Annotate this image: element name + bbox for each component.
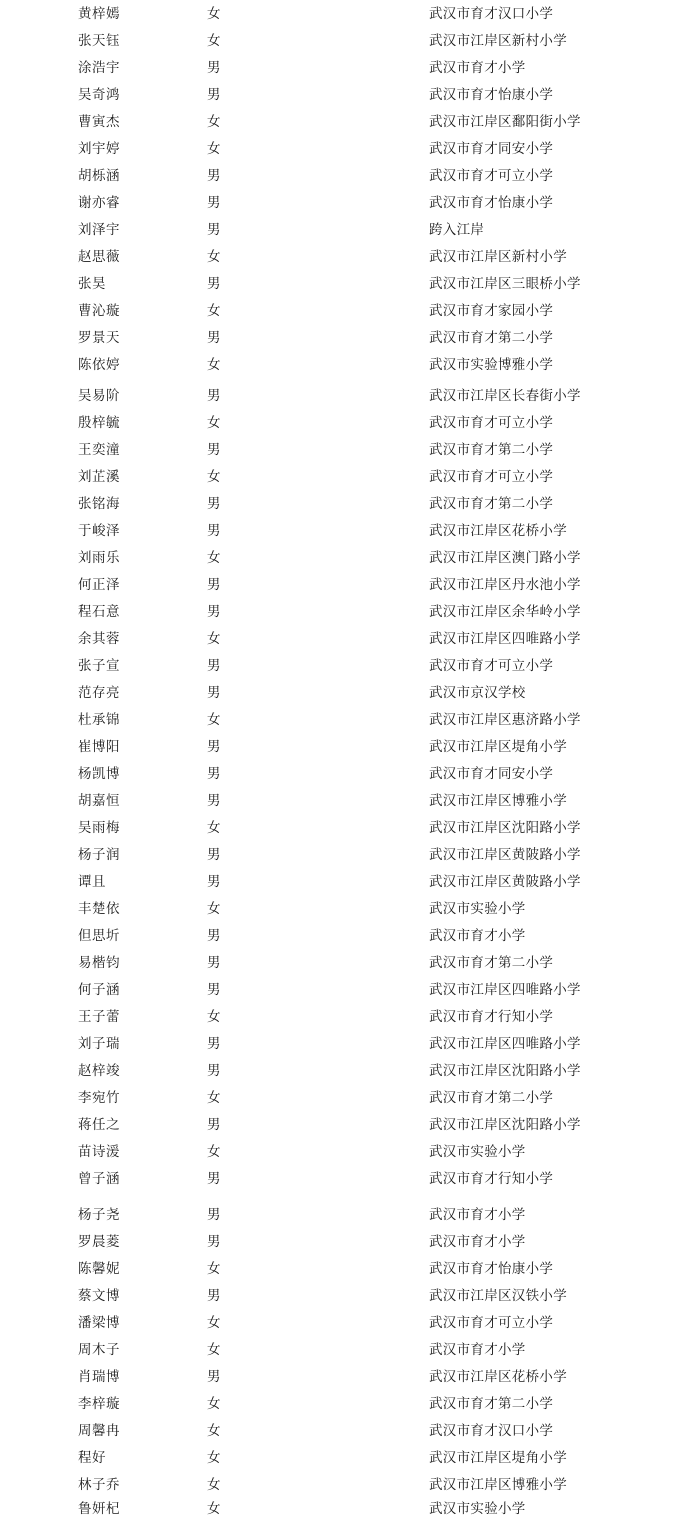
- table-row: [0, 411, 689, 435]
- table-row: [0, 978, 689, 1002]
- student-name-cell: 刘芷溪: [78, 469, 120, 485]
- table-row: [0, 56, 689, 80]
- gender-cell: 女: [207, 6, 221, 22]
- gender-cell: 女: [207, 712, 221, 728]
- table-row: [0, 1446, 689, 1470]
- table-row: [0, 1203, 689, 1227]
- table-row: [0, 110, 689, 134]
- school-cell: 武汉市江岸区四唯路小学: [429, 631, 581, 647]
- table-row: [0, 2, 689, 26]
- table-row: [0, 1311, 689, 1335]
- table-row: [0, 1005, 689, 1029]
- student-name-cell: 杨凯博: [78, 766, 120, 782]
- student-name-cell: 曹沁璇: [78, 303, 120, 319]
- table-row: [0, 1167, 689, 1191]
- school-cell: 武汉市江岸区花桥小学: [429, 1369, 567, 1385]
- gender-cell: 女: [207, 1396, 221, 1412]
- school-cell: 武汉市育才行知小学: [429, 1171, 554, 1187]
- table-row: [0, 1032, 689, 1056]
- gender-cell: 女: [207, 631, 221, 647]
- student-name-cell: 李宛竹: [78, 1090, 120, 1106]
- table-row: [0, 1257, 689, 1281]
- student-name-cell: 但思圻: [78, 928, 120, 944]
- school-cell: 武汉市育才第二小学: [429, 1090, 554, 1106]
- table-row: [0, 137, 689, 161]
- student-name-cell: 李梓璇: [78, 1396, 120, 1412]
- gender-cell: 男: [207, 1288, 221, 1304]
- school-cell: 武汉市育才怡康小学: [429, 195, 554, 211]
- school-cell: 武汉市江岸区博雅小学: [429, 793, 567, 809]
- student-name-cell: 黄梓嫣: [78, 6, 120, 22]
- gender-cell: 女: [207, 357, 221, 373]
- school-cell: 武汉市育才可立小学: [429, 415, 554, 431]
- gender-cell: 女: [207, 820, 221, 836]
- school-cell: 武汉市江岸区新村小学: [429, 249, 567, 265]
- gender-cell: 女: [207, 141, 221, 157]
- student-name-cell: 周木子: [78, 1342, 120, 1358]
- student-name-cell: 苗诗湲: [78, 1144, 120, 1160]
- school-cell: 武汉市育才小学: [429, 1234, 526, 1250]
- gender-cell: 女: [207, 1450, 221, 1466]
- table-row: [0, 326, 689, 350]
- table-row: [0, 465, 689, 489]
- gender-cell: 男: [207, 523, 221, 539]
- school-cell: 武汉市育才汉口小学: [429, 6, 554, 22]
- student-name-cell: 谢亦睿: [78, 195, 120, 211]
- school-cell: 武汉市育才小学: [429, 928, 526, 944]
- student-name-cell: 何子涵: [78, 982, 120, 998]
- gender-cell: 男: [207, 604, 221, 620]
- table-row: [0, 438, 689, 462]
- table-row: [0, 245, 689, 269]
- gender-cell: 男: [207, 1036, 221, 1052]
- table-row: [0, 573, 689, 597]
- gender-cell: 男: [207, 1171, 221, 1187]
- gender-cell: 男: [207, 168, 221, 184]
- school-cell: 武汉市京汉学校: [429, 685, 526, 701]
- student-name-cell: 周馨冉: [78, 1423, 120, 1439]
- gender-cell: 女: [207, 1144, 221, 1160]
- gender-cell: 女: [207, 303, 221, 319]
- student-name-cell: 殷梓毓: [78, 415, 120, 431]
- school-cell: 武汉市育才第二小学: [429, 442, 554, 458]
- table-row: [0, 681, 689, 705]
- student-name-cell: 林子乔: [78, 1477, 120, 1493]
- student-name-cell: 易楷钧: [78, 955, 120, 971]
- student-name-cell: 张昊: [78, 276, 106, 292]
- table-row: [0, 546, 689, 570]
- school-cell: 武汉市育才同安小学: [429, 141, 554, 157]
- table-row: [0, 1497, 689, 1521]
- student-name-cell: 王子蕾: [78, 1009, 120, 1025]
- student-name-cell: 谭且: [78, 874, 106, 890]
- table-row: [0, 843, 689, 867]
- table-row: [0, 384, 689, 408]
- student-name-cell: 范存亮: [78, 685, 120, 701]
- table-row: [0, 1230, 689, 1254]
- gender-cell: 女: [207, 1009, 221, 1025]
- student-name-cell: 刘宇婷: [78, 141, 120, 157]
- student-name-cell: 胡嘉恒: [78, 793, 120, 809]
- student-name-cell: 程好: [78, 1450, 106, 1466]
- student-name-cell: 曹寅杰: [78, 114, 120, 130]
- gender-cell: 男: [207, 739, 221, 755]
- student-name-cell: 杜承锦: [78, 712, 120, 728]
- student-name-cell: 蔡文博: [78, 1288, 120, 1304]
- gender-cell: 男: [207, 87, 221, 103]
- school-cell: 武汉市实验小学: [429, 1501, 526, 1517]
- gender-cell: 男: [207, 928, 221, 944]
- school-cell: 武汉市江岸区余华岭小学: [429, 604, 581, 620]
- gender-cell: 男: [207, 685, 221, 701]
- school-cell: 武汉市育才同安小学: [429, 766, 554, 782]
- gender-cell: 男: [207, 1063, 221, 1079]
- student-name-cell: 胡栎涵: [78, 168, 120, 184]
- table-row: [0, 627, 689, 651]
- student-name-cell: 赵思薇: [78, 249, 120, 265]
- table-row: [0, 924, 689, 948]
- table-row: [0, 789, 689, 813]
- school-cell: 武汉市江岸区惠济路小学: [429, 712, 581, 728]
- table-row: [0, 1059, 689, 1083]
- gender-cell: 男: [207, 388, 221, 404]
- student-name-cell: 程石意: [78, 604, 120, 620]
- school-cell: 武汉市江岸区长春街小学: [429, 388, 581, 404]
- gender-cell: 女: [207, 1342, 221, 1358]
- school-cell: 武汉市育才怡康小学: [429, 87, 554, 103]
- student-name-cell: 赵梓竣: [78, 1063, 120, 1079]
- gender-cell: 男: [207, 330, 221, 346]
- student-name-cell: 罗晨菱: [78, 1234, 120, 1250]
- table-row: [0, 708, 689, 732]
- school-cell: 武汉市实验小学: [429, 1144, 526, 1160]
- gender-cell: 女: [207, 901, 221, 917]
- school-cell: 武汉市育才小学: [429, 60, 526, 76]
- student-name-cell: 刘雨乐: [78, 550, 120, 566]
- school-cell: 武汉市江岸区澳门路小学: [429, 550, 581, 566]
- gender-cell: 女: [207, 550, 221, 566]
- student-name-cell: 肖瑞博: [78, 1369, 120, 1385]
- student-name-cell: 曾子涵: [78, 1171, 120, 1187]
- table-row: [0, 83, 689, 107]
- table-row: [0, 1473, 689, 1497]
- school-cell: 武汉市育才小学: [429, 1207, 526, 1223]
- school-cell: 武汉市育才可立小学: [429, 168, 554, 184]
- table-row: [0, 353, 689, 377]
- gender-cell: 女: [207, 1261, 221, 1277]
- table-row: [0, 1284, 689, 1308]
- school-cell: 武汉市江岸区丹水池小学: [429, 577, 581, 593]
- school-cell: 武汉市江岸区沈阳路小学: [429, 1117, 581, 1133]
- school-cell: 武汉市江岸区三眼桥小学: [429, 276, 581, 292]
- school-cell: 武汉市育才家园小学: [429, 303, 554, 319]
- table-row: [0, 191, 689, 215]
- table-row: [0, 1392, 689, 1416]
- table-row: [0, 1365, 689, 1389]
- table-row: [0, 299, 689, 323]
- school-cell: 武汉市育才怡康小学: [429, 1261, 554, 1277]
- student-name-cell: 张子宣: [78, 658, 120, 674]
- student-name-cell: 涂浩宇: [78, 60, 120, 76]
- student-name-cell: 杨子尧: [78, 1207, 120, 1223]
- gender-cell: 女: [207, 1315, 221, 1331]
- student-name-cell: 潘梁博: [78, 1315, 120, 1331]
- school-cell: 武汉市江岸区汉铁小学: [429, 1288, 567, 1304]
- gender-cell: 男: [207, 1117, 221, 1133]
- school-cell: 武汉市育才第二小学: [429, 496, 554, 512]
- school-cell: 跨入江岸: [429, 222, 485, 238]
- table-row: [0, 1086, 689, 1110]
- gender-cell: 男: [207, 1234, 221, 1250]
- student-name-cell: 何正泽: [78, 577, 120, 593]
- school-cell: 武汉市育才可立小学: [429, 1315, 554, 1331]
- gender-cell: 女: [207, 469, 221, 485]
- table-row: [0, 654, 689, 678]
- student-name-cell: 陈馨妮: [78, 1261, 120, 1277]
- table-row: [0, 897, 689, 921]
- gender-cell: 男: [207, 847, 221, 863]
- gender-cell: 男: [207, 982, 221, 998]
- table-row: [0, 1419, 689, 1443]
- gender-cell: 男: [207, 658, 221, 674]
- gender-cell: 女: [207, 1477, 221, 1493]
- school-cell: 武汉市江岸区花桥小学: [429, 523, 567, 539]
- table-row: [0, 735, 689, 759]
- school-cell: 武汉市实验小学: [429, 901, 526, 917]
- table-row: [0, 272, 689, 296]
- student-name-cell: 于峻泽: [78, 523, 120, 539]
- table-row: [0, 1338, 689, 1362]
- gender-cell: 男: [207, 222, 221, 238]
- table-row: [0, 1140, 689, 1164]
- table-row: [0, 29, 689, 53]
- school-cell: 武汉市实验博雅小学: [429, 357, 554, 373]
- school-cell: 武汉市江岸区堤角小学: [429, 739, 567, 755]
- student-name-cell: 吴雨梅: [78, 820, 120, 836]
- table-row: [0, 218, 689, 242]
- school-cell: 武汉市江岸区四唯路小学: [429, 982, 581, 998]
- table-row: [0, 492, 689, 516]
- gender-cell: 女: [207, 1501, 221, 1517]
- school-cell: 武汉市育才可立小学: [429, 658, 554, 674]
- school-cell: 武汉市江岸区鄱阳街小学: [429, 114, 581, 130]
- student-name-cell: 杨子润: [78, 847, 120, 863]
- table-row: [0, 600, 689, 624]
- gender-cell: 男: [207, 766, 221, 782]
- gender-cell: 女: [207, 1423, 221, 1439]
- gender-cell: 男: [207, 577, 221, 593]
- gender-cell: 女: [207, 1090, 221, 1106]
- student-name-cell: 刘泽宇: [78, 222, 120, 238]
- gender-cell: 男: [207, 276, 221, 292]
- gender-cell: 男: [207, 955, 221, 971]
- school-cell: 武汉市江岸区新村小学: [429, 33, 567, 49]
- gender-cell: 男: [207, 195, 221, 211]
- table-row: [0, 762, 689, 786]
- school-cell: 武汉市育才第二小学: [429, 330, 554, 346]
- table-row: [0, 870, 689, 894]
- student-name-cell: 王奕潼: [78, 442, 120, 458]
- school-cell: 武汉市江岸区博雅小学: [429, 1477, 567, 1493]
- gender-cell: 女: [207, 33, 221, 49]
- school-cell: 武汉市江岸区黄陂路小学: [429, 847, 581, 863]
- student-name-cell: 崔博阳: [78, 739, 120, 755]
- school-cell: 武汉市江岸区堤角小学: [429, 1450, 567, 1466]
- student-name-cell: 鲁妍杞: [78, 1501, 120, 1517]
- school-cell: 武汉市江岸区沈阳路小学: [429, 1063, 581, 1079]
- school-cell: 武汉市江岸区黄陂路小学: [429, 874, 581, 890]
- school-cell: 武汉市育才行知小学: [429, 1009, 554, 1025]
- gender-cell: 男: [207, 442, 221, 458]
- table-row: [0, 164, 689, 188]
- student-name-cell: 丰楚依: [78, 901, 120, 917]
- school-cell: 武汉市育才第二小学: [429, 955, 554, 971]
- gender-cell: 女: [207, 415, 221, 431]
- school-cell: 武汉市育才可立小学: [429, 469, 554, 485]
- school-cell: 武汉市育才第二小学: [429, 1396, 554, 1412]
- student-name-cell: 陈依婷: [78, 357, 120, 373]
- student-name-cell: 吴奇鸿: [78, 87, 120, 103]
- student-name-cell: 刘子瑞: [78, 1036, 120, 1052]
- gender-cell: 男: [207, 793, 221, 809]
- school-cell: 武汉市江岸区四唯路小学: [429, 1036, 581, 1052]
- gender-cell: 男: [207, 874, 221, 890]
- school-cell: 武汉市育才汉口小学: [429, 1423, 554, 1439]
- school-cell: 武汉市育才小学: [429, 1342, 526, 1358]
- table-row: [0, 951, 689, 975]
- student-name-cell: 张铭海: [78, 496, 120, 512]
- student-name-cell: 吴易阶: [78, 388, 120, 404]
- table-row: [0, 816, 689, 840]
- gender-cell: 女: [207, 249, 221, 265]
- student-name-cell: 余其蓉: [78, 631, 120, 647]
- student-name-cell: 张天钰: [78, 33, 120, 49]
- table-row: [0, 519, 689, 543]
- school-cell: 武汉市江岸区沈阳路小学: [429, 820, 581, 836]
- table-row: [0, 1113, 689, 1137]
- gender-cell: 男: [207, 1369, 221, 1385]
- gender-cell: 男: [207, 496, 221, 512]
- gender-cell: 男: [207, 1207, 221, 1223]
- student-name-cell: 蒋任之: [78, 1117, 120, 1133]
- gender-cell: 女: [207, 114, 221, 130]
- gender-cell: 男: [207, 60, 221, 76]
- student-name-cell: 罗景天: [78, 330, 120, 346]
